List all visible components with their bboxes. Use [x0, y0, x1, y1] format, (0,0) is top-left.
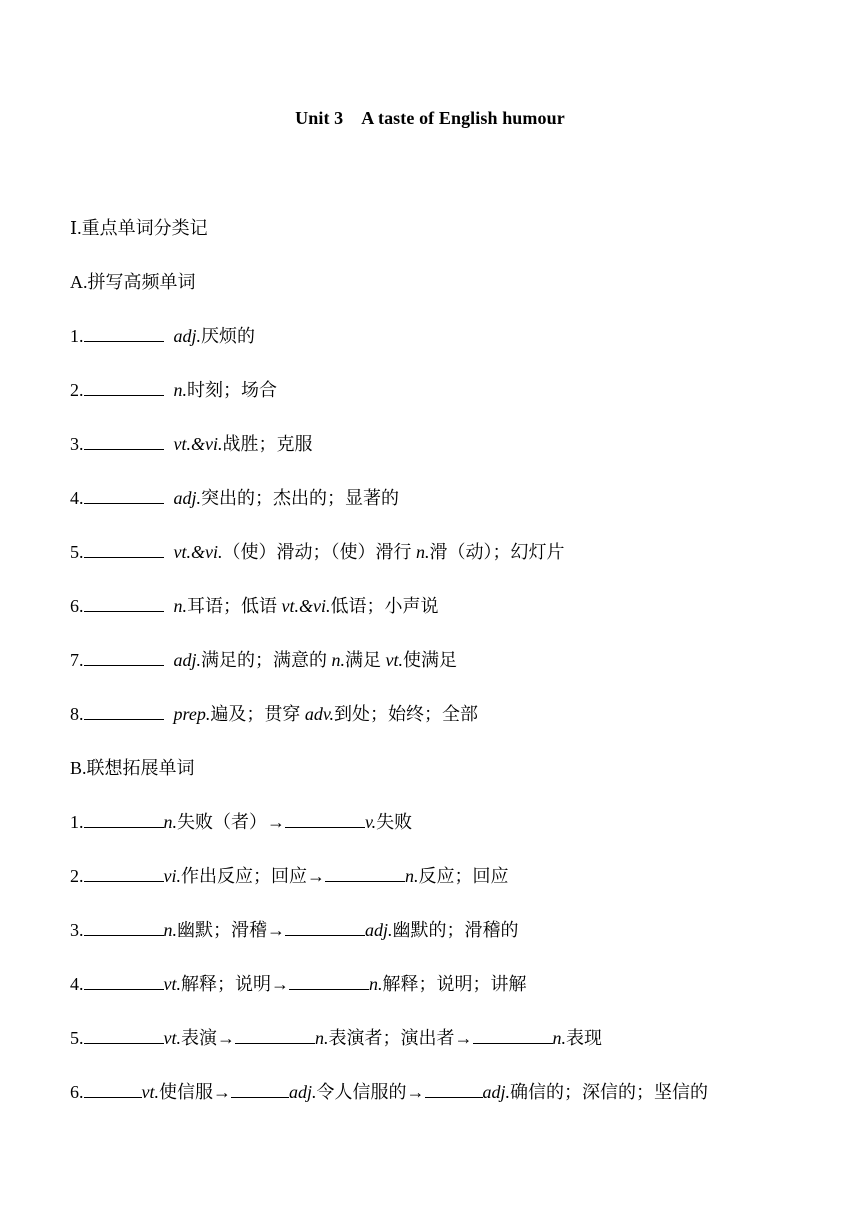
part-of-speech: n.: [369, 974, 383, 994]
meaning: 解释；说明；讲解: [382, 974, 527, 994]
part-b-item-3: [70, 918, 519, 942]
meaning: 战胜；克服: [222, 434, 313, 454]
part-of-speech: vt.: [163, 1028, 181, 1048]
part-b-item-1: [70, 810, 412, 834]
meaning: 失败（者）→: [177, 812, 285, 832]
meaning: 满足的；满意的: [201, 650, 328, 670]
part-of-speech: vt.&vi.: [173, 434, 223, 454]
unit-label: Unit 3: [295, 108, 344, 128]
meaning: 滑（动）；幻灯片: [429, 542, 565, 562]
part-a-item-5: [70, 540, 564, 564]
item-number: 3.: [70, 920, 84, 940]
page-title: [0, 108, 860, 129]
item-number: 2.: [70, 380, 84, 400]
part-of-speech: adj.: [173, 488, 202, 508]
item-number: 7.: [70, 650, 84, 670]
answer-blank[interactable]: [84, 919, 164, 936]
part-of-speech: adv.: [304, 704, 334, 724]
meaning: 反应；回应: [418, 866, 509, 886]
meaning: 使信服→: [159, 1082, 231, 1102]
item-number: 4.: [70, 974, 84, 994]
part-of-speech: n.: [331, 650, 346, 670]
part-of-speech: n.: [415, 542, 430, 562]
meaning: 遍及；贯穿: [210, 704, 301, 724]
item-number: 6.: [70, 596, 84, 616]
answer-blank[interactable]: [84, 703, 164, 720]
item-number: 1.: [70, 812, 84, 832]
answer-blank[interactable]: [285, 811, 365, 828]
answer-blank[interactable]: [84, 1027, 164, 1044]
part-of-speech: n.: [173, 380, 187, 400]
part-b-item-4: [70, 972, 527, 996]
part-of-speech: adj.: [365, 920, 393, 940]
meaning: 确信的；深信的；坚信的: [510, 1082, 709, 1102]
part-a-item-3: [70, 432, 312, 456]
meaning: 表现: [566, 1028, 602, 1048]
part-of-speech: adj.: [173, 650, 202, 670]
part-a-item-2: [70, 378, 277, 402]
part-of-speech: n.: [552, 1028, 566, 1048]
part-of-speech: v.: [365, 812, 377, 832]
meaning: 使满足: [403, 650, 458, 670]
item-number: 1.: [70, 326, 84, 346]
part-a-item-7: [70, 648, 457, 672]
part-a-item-4: [70, 486, 399, 510]
answer-blank[interactable]: [84, 649, 164, 666]
answer-blank[interactable]: [84, 379, 164, 396]
part-a-item-6: [70, 594, 438, 618]
meaning: 厌烦的: [201, 326, 256, 346]
answer-blank[interactable]: [231, 1081, 289, 1098]
part-of-speech: n.: [315, 1028, 329, 1048]
meaning: （使）滑动；（使）滑行: [222, 542, 412, 562]
part-b-item-5: [70, 1026, 602, 1050]
answer-blank[interactable]: [285, 919, 365, 936]
meaning: 作出反应；回应→: [181, 866, 325, 886]
part-a-item-8: [70, 702, 478, 726]
answer-blank[interactable]: [84, 865, 164, 882]
part-of-speech: adj.: [289, 1082, 317, 1102]
meaning: 低语；小声说: [330, 596, 439, 616]
item-number: 6.: [70, 1082, 84, 1102]
answer-blank[interactable]: [84, 973, 164, 990]
meaning: 表演→: [181, 1028, 235, 1048]
item-number: 5.: [70, 542, 84, 562]
part-of-speech: adj.: [173, 326, 202, 346]
part-of-speech: vi.: [163, 866, 181, 886]
part-of-speech: vt.&vi.: [173, 542, 223, 562]
part-of-speech: n.: [163, 812, 177, 832]
meaning: 耳语；低语: [187, 596, 277, 616]
answer-blank[interactable]: [84, 433, 164, 450]
part-a-heading: A.拼写高频单词: [70, 272, 196, 292]
meaning: 解释；说明→: [181, 974, 289, 994]
part-of-speech: n.: [163, 920, 177, 940]
part-of-speech: vt.: [385, 650, 404, 670]
meaning: 时刻；场合: [187, 380, 277, 400]
meaning: 幽默；滑稽→: [177, 920, 285, 940]
item-number: 3.: [70, 434, 84, 454]
part-b-item-2: [70, 864, 509, 888]
part-of-speech: adj.: [482, 1082, 511, 1102]
part-a-item-1: [70, 324, 255, 348]
meaning: 失败: [376, 812, 413, 832]
section-heading: Ⅰ.重点单词分类记: [70, 218, 208, 238]
answer-blank[interactable]: [84, 1081, 142, 1098]
answer-blank[interactable]: [84, 541, 164, 558]
answer-blank[interactable]: [84, 325, 164, 342]
meaning: 幽默的；滑稽的: [392, 920, 519, 940]
answer-blank[interactable]: [84, 595, 164, 612]
meaning: 满足: [345, 650, 382, 670]
meaning: 表演者；演出者→: [328, 1028, 473, 1048]
part-of-speech: n.: [405, 866, 419, 886]
answer-blank[interactable]: [235, 1027, 315, 1044]
meaning: 到处；始终；全部: [333, 704, 478, 724]
part-of-speech: prep.: [173, 704, 211, 724]
unit-topic: A taste of English humour: [361, 108, 565, 128]
part-of-speech: vt.: [163, 974, 181, 994]
answer-blank[interactable]: [425, 1081, 483, 1098]
item-number: 5.: [70, 1028, 84, 1048]
part-of-speech: vt.: [141, 1082, 159, 1102]
part-b-item-6: [70, 1080, 708, 1104]
part-of-speech: vt.&vi.: [281, 596, 331, 616]
answer-blank[interactable]: [84, 811, 164, 828]
answer-blank[interactable]: [325, 865, 405, 882]
part-b-heading: B.联想拓展单词: [70, 758, 195, 778]
answer-blank[interactable]: [289, 973, 369, 990]
item-number: 8.: [70, 704, 84, 724]
item-number: 4.: [70, 488, 84, 508]
answer-blank[interactable]: [473, 1027, 553, 1044]
part-of-speech: n.: [173, 596, 187, 616]
meaning: 突出的；杰出的；显著的: [201, 488, 400, 508]
item-number: 2.: [70, 866, 84, 886]
answer-blank[interactable]: [84, 487, 164, 504]
meaning: 令人信服的→: [316, 1082, 425, 1102]
